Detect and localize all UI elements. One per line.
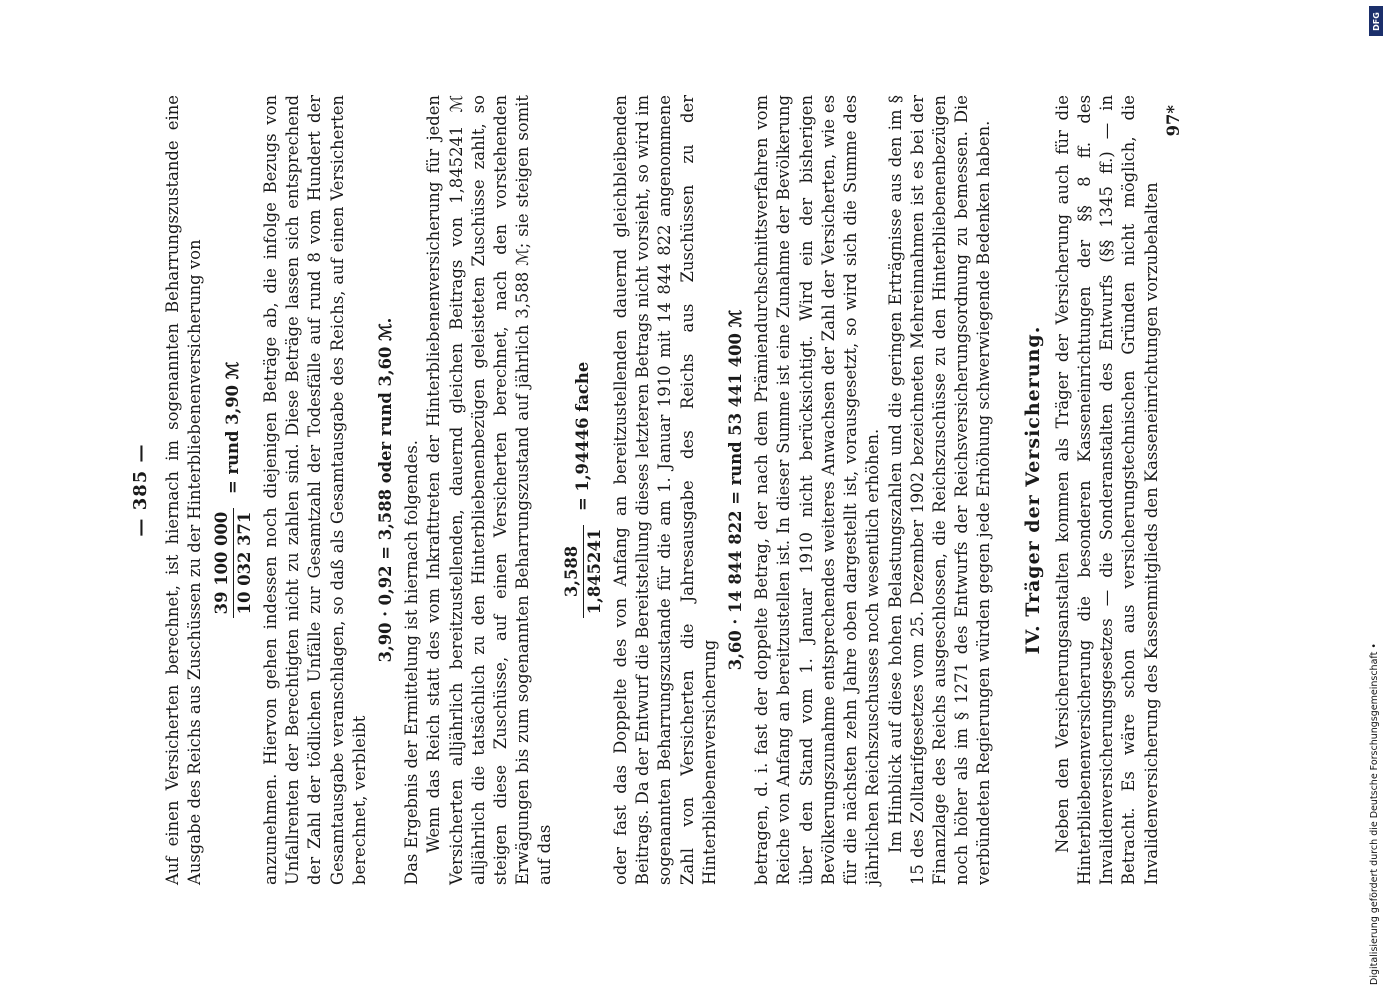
formula-4: 3,60 · 14 844 822 = rund 53 441 400 ℳ [726, 309, 746, 671]
fraction-1 [211, 508, 256, 619]
paragraph-2: anzunehmen. Hiervon gehen indessen noch diejenigen Beträge ab, die infolge Bezugs von Unfallrenten der Berechtigten nicht zu zahlen sind. Diese Beträge lassen sich entsprechend der Zahl der tödlichen Unfälle zur Gesamtzahl der Todesfälle auf rund 8 vom Hundert der Gesamtausgabe veranschlagen, so daß als Gesamtausgabe des Reichs, auf einen Versicherten berechnet, verbleibt [261, 95, 369, 885]
paragraph-7: Im Hinblick auf diese hohen Belastungszahlen und die geringen Erträgnisse aus den im § 15 des Zolltarifgesetzes vom 25. Dezember 1902 bezeichneten Mehreinnahmen ist es bei der Finanzlage des Reichs ausgeschlossen, die Reichszuschüsse zu den Hinterbliebenenbezügen noch höher als im § 1271 des Entwurfs der Reichsversicherungsordnung zu bemessen. Die verbündeten Regierungen würden gegen jede Erhöhung schwerwiegende Bedenken haben. [885, 95, 994, 885]
fraction-1-numerator: 39 100 000 [211, 508, 234, 619]
paragraph-8: Neben den Versicherungsanstalten kommen als Träger der Versicherung auch für die Hinterbliebenenversicherung die besonderen Kasseneinrichtungen der §§ 8 ff. des Invalidenversicherungsgesetzes — die Sonderanstalten des Entwurfs (§§ 1345 ff.) — in Betracht. Es wäre schon aus versicherungstechnischen Gründen nicht möglich, die Invalidenversicherung des Kassenmitglieds den Kasseneinrichtungen vorzubehalten [1052, 95, 1161, 885]
fraction-1-denominator: 10 032 371 [234, 511, 254, 615]
formula-1 [211, 95, 256, 885]
signature-mark: 97* [1163, 105, 1183, 137]
paragraph-1: Auf einen Versicherten berechnet, ist hiernach im sogenannten Beharrungszustande eine Ausgabe des Reichs aus Zuschüssen zu der Hinterbliebenenversicherung von [163, 95, 205, 885]
dfg-logo-text: DFG [1371, 11, 1381, 31]
paragraph-5: oder fast das Doppelte des von Anfang an bereitzustellenden dauernd gleichbleibenden Beitrags. Da der Entwurf die Bereitstellung dieses letzteren Betrags nicht vorsieht, so wird im sogenannten Beharrungszustande für die am 1. Januar 1910 mit 14 844 822 angenommene Zahl von Versicherten die Jahresausgabe des Reichs aus Zuschüssen zu der Hinterbliebenenversicherung [611, 95, 719, 885]
rotated-document-page [130, 95, 1230, 885]
fraction-3-denominator: 1,845241 [584, 528, 604, 615]
paragraph-6: betragen, d. i. fast der doppelte Betrag, der nach dem Prämiendurchschnittsverfahren vom Reiche von Anfang an bereitzustellen ist. In dieser Summe ist eine Zunahme der Bevölkerung über den Stand vom 1. Januar 1910 nicht berücksichtigt. Wird ein der bisherigen Bevölkerungszunahme entsprechendes weiteres Anwachsen der Zahl der Versicherten, wie es für die nächsten zehn Jahre oben dargestellt ist, vorausgesetzt, so wird sich die Summe des jährlichen Reichszuschusses noch wesentlich erhöhen. [752, 95, 883, 885]
fraction-3 [561, 525, 606, 619]
section-heading: IV. Träger der Versicherung. [1021, 325, 1044, 655]
dfg-logo [1369, 6, 1383, 36]
page-number: — 385 — [130, 443, 151, 537]
formula-2: 3,90 · 0,92 = 3,588 oder rund 3,60 ℳ. [376, 317, 396, 663]
paragraph-4: Wenn das Reich statt des vom Inkrafttreten der Hinterbliebenenversicherung für jeden Versicherten alljährlich bereitzustellenden, dauernd gleichen Beitrags von 1,845241 ℳ alljährlich die tatsächlich zu den Hinterbliebenenbezügen geleisteten Zuschüsse zahlt, so steigen diese Zuschüsse, auf einen Versicherten berechnet, nach den vorstehenden Erwägungen bis zum sogenannten Beharrungszustand auf jährlich 3,588 ℳ; sie steigen somit auf das [424, 95, 555, 885]
digitization-footer: Digitalisierung gefördert durch die Deutsche Forschungsgemeinschaft • [1369, 643, 1380, 985]
formula-1-result: = rund 3,90 ℳ [222, 361, 242, 494]
formula-3-result: = 1,94446 fache [572, 361, 592, 512]
paragraph-3: Das Ergebnis der Ermittelung ist hiernach folgendes. [402, 440, 422, 885]
fraction-3-numerator: 3,588 [561, 525, 584, 619]
formula-3 [561, 95, 606, 885]
